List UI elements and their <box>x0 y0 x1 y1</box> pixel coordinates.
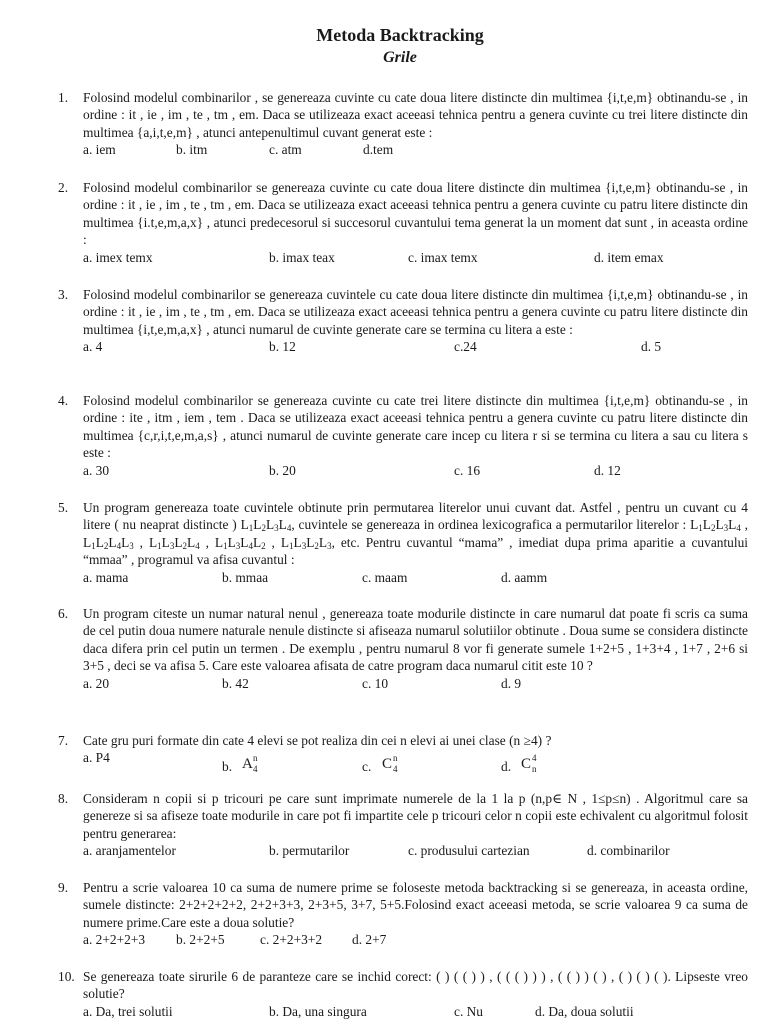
answer-d-label: d. <box>501 759 512 775</box>
answer-a: a. mama <box>83 569 129 585</box>
question-text: Un program citeste un numar natural nenul , genereaza toate modurile distincte in care numarul dat poate fi scris ca suma de cel putin doua numere naturale nenule distincte si afiseaza numarul solutiilor obtinute . Doua sume se considera distincte daca difera prin cel putin un termen . De exemplu , pentru numarul 8 vor fi generate sumele 1+2+5 , 1+3+4 , 1+7 , 2+6 si 3+5 , deci se va afisa 5. Care este valoarea afisata de catre program daca numarul citit este 10 ? <box>83 606 748 674</box>
permutation-index: 3 <box>723 523 729 534</box>
permutation-index: 1 <box>289 540 294 551</box>
question-text: Folosind modelul combinarilor se genereaza cuvintele cu cate doua litere distincte din multimea {i,t,e,m} obtinandu-se , in ordine : it , ie , im , te , tm , em. Daca se utilizeaza exact aceeasi tehnica pentru a genera cuvinte cu patru litere distincte din multimea {i,t,e,m,a,x} , atunci numarul de cuvinte generate care se termina cu litera a este : <box>83 287 748 337</box>
question-text: Folosind modelul combinarilor , se genereaza cuvinte cu cate doua litere distincte din multimea {i,t,e,m} obtinandu-se , in ordine : it , ie , im , te , tm , em. Daca se utilizeaza exact aceeasi tehnica pentru a genera cuvinte cu trei litere distincte din multimea {a,i,t,e,m} , atunci antepenultimul cuvant generat este : <box>83 90 748 140</box>
answer-options <box>83 1003 748 1020</box>
answer-c: c. 10 <box>362 675 389 691</box>
answer-a: a. Da, trei solutii <box>83 1003 173 1019</box>
question-text: Cate gru puri formate din cate 4 elevi se pot realiza din cei n elevi ai unei clase (n ≥4) ? <box>83 733 552 748</box>
answer-a: a. 4 <box>83 339 103 355</box>
formula-superscript: n <box>253 753 258 764</box>
answer-d: d. 2+7 <box>352 932 387 948</box>
answer-d <box>501 749 542 775</box>
page-subtitle: Grile <box>383 49 417 66</box>
question-number: 9. <box>58 880 69 895</box>
answer-c: c. atm <box>269 142 302 158</box>
question-text: Se genereaza toate sirurile 6 de paranteze care se inchid corect: ( ) ( ( ) ) , ( ( ( ) ) ) , ( ( ) ) ( ) , ( ) ( ) ( ). Lipseste vreo solutie? <box>83 969 748 1002</box>
permutation-index: 4 <box>195 540 200 551</box>
formula-subscript: 4 <box>253 764 258 775</box>
answer-options <box>83 249 748 266</box>
answer-d: d. aamm <box>501 569 548 585</box>
question-number: 8. <box>58 791 69 806</box>
question-text: Folosind modelul combinarilor se genereaza cuvinte cu cate doua litere distincte din multimea {i,t,e,m} obtinandu-se , in ordine : it , ie , im , te , tm , em. Daca se utilizeaza exact aceeasi tehnica pentru a genera cuvinte cu patru litere distincte din multimea {i.t,e,m,a,x} , atunci predecesorul si succesorul cuvantului tema generat la un moment dat sunt , in aceasta ordine : <box>83 180 748 248</box>
question-number: 10. <box>58 969 75 984</box>
answer-d: d. 12 <box>594 462 621 478</box>
question-number: 3. <box>58 287 69 302</box>
answer-c-label: c. <box>362 759 372 775</box>
answer-c <box>362 749 403 775</box>
answer-a: a. 30 <box>83 462 110 478</box>
answer-a: a. 2+2+2+3 <box>83 932 146 948</box>
formula-subscript: n <box>532 764 537 775</box>
formula-symbol: A <box>242 756 254 773</box>
answer-c: c. maam <box>362 569 408 585</box>
question-7 <box>58 732 748 775</box>
answer-d: d. Da, doua solutii <box>535 1003 634 1019</box>
answer-d: d.tem <box>363 142 394 158</box>
permutation-index: 1 <box>157 540 162 551</box>
permutation-index: 1 <box>223 540 228 551</box>
answer-b: b. permutarilor <box>269 843 350 859</box>
answer-c: c. imax temx <box>408 249 478 265</box>
formula-superscript: 4 <box>532 753 537 764</box>
answer-a: a. iem <box>83 142 116 158</box>
question-text: Folosind modelul combinarilor se genereaza cuvinte cu cate trei litere distincte din multimea {i,t,e,m} obtinandu-se , in ordine : ite , itm , iem , tem . Daca se utilizeaza exact aceeasi tehnica pentru a genera cuvinte cu patru litere distincte din multimea {c,r,i,t,e,m,a,s} , atunci numarul de cuvinte generate care incep cu litera r si se termina cu litera a sau cu litera s este : <box>83 393 748 461</box>
question-text-part: , cuvintele se genereaza in ordinea lexicografica a permutarilor literelor : <box>291 517 687 533</box>
answer-options <box>83 462 748 479</box>
answer-b: b. 42 <box>222 675 249 691</box>
formula-subscript: 4 <box>392 764 398 775</box>
question-10 <box>58 968 748 1020</box>
question-number: 2. <box>58 180 69 195</box>
question-text-part: Un program genereaza toate cuvintele obtinute prin permutarea literelor unui cuvant dat. Astfel , pentru un cuvant cu 4 litere ( nu neaprat distincte ) <box>83 500 748 533</box>
question-5 <box>58 499 748 586</box>
question-1 <box>58 89 748 158</box>
answer-b: b. 12 <box>269 339 296 355</box>
answer-c: c. 16 <box>454 462 481 478</box>
arrangements-formula <box>241 753 269 775</box>
question-6 <box>58 605 748 692</box>
question-text-part: , etc. Pentru cuvantul “mama” , imediat dupa prima aparitie a cuvantului “mmaa” , programul va afisa cuvantul : <box>83 534 749 568</box>
permutation-index: 2 <box>103 540 109 551</box>
answer-b: b. Da, una singura <box>269 1003 367 1019</box>
answer-d: d. combinarilor <box>587 843 670 859</box>
permutation-index: 2 <box>261 523 266 534</box>
permutation-index: 2 <box>314 540 319 551</box>
permutation-index: 1 <box>248 523 254 534</box>
question-9 <box>58 879 748 948</box>
answer-c: c. Nu <box>454 1003 484 1019</box>
answer-options <box>83 842 748 859</box>
answer-options <box>83 569 748 586</box>
question-number: 4. <box>58 393 69 408</box>
answer-b-label: b. <box>222 759 233 775</box>
answer-d: d. 5 <box>641 339 662 355</box>
permutation-index: 3 <box>235 540 241 551</box>
question-number: 5. <box>58 500 69 515</box>
permutation-index: 2 <box>182 540 187 551</box>
answer-a: a. 20 <box>83 675 110 691</box>
answer-c: c.24 <box>454 339 477 355</box>
permutation-index: 3 <box>274 523 279 534</box>
answer-a: a. P4 <box>83 750 110 766</box>
answer-b <box>222 749 263 775</box>
permutation-index: 4 <box>116 540 122 551</box>
question-3 <box>58 286 748 355</box>
question-text: Un program genereaza toate cuvintele obtinute prin permutarea literelor unui cuvant dat. Astfel , pentru un cuvant cu 4 litere ( nu neaprat distincte ) $L_1L_2L_3L_4$, cuvintele se genereaza in ordinea lexicografica a permutarilor literelor : $L_1L_2L_3L_4$ , $L_1L_2L_4L_3$ , $L_1L_3L_2L_4$ , $L_1L_3L_4L_2$ , $L_1L_3L_2L_3$, etc. Pentru cuvantul “mama” , imediat dupa prima aparitie a cuvantului “mmaa” , programul va afisa cuvantul : <box>83 500 749 568</box>
permutation-label: $L_1L_2L_3L_4$ <box>240 517 292 534</box>
permutation-index: 4 <box>736 523 741 534</box>
permutation-index: 1 <box>698 523 703 534</box>
answer-b: b. 20 <box>269 462 296 478</box>
answer-options <box>83 931 748 948</box>
permutation-label: $L_1L_3L_2L_3$ <box>280 534 332 551</box>
question-8 <box>58 790 748 859</box>
answer-b: b. imax teax <box>269 249 335 265</box>
question-2 <box>58 179 748 266</box>
answer-options <box>83 675 748 692</box>
permutation-index: 4 <box>248 540 253 551</box>
answer-c: c. 2+2+3+2 <box>260 932 323 948</box>
permutation-label: $L_1L_3L_4L_2$ <box>214 534 266 551</box>
answer-a: a. imex temx <box>83 249 153 265</box>
permutation-index: 3 <box>129 540 134 551</box>
question-text: Pentru a scrie valoarea 10 ca suma de numere prime se foloseste metoda backtracking si se genereaza, in aceasta ordine, sumele distincte: 2+2+2+2+2, 2+2+3+3, 2+3+5, 3+7, 5+5.Folosind exact aceeasi metoda, se scrie valoarea 9 ca suma de numere prime.Care este a doua solutie? <box>83 880 748 930</box>
formula-superscript: n <box>392 753 398 764</box>
answer-d: d. 9 <box>501 675 522 691</box>
question-number: 7. <box>58 733 69 748</box>
permutation-label: $L_1L_3L_2L_4$ <box>148 534 200 551</box>
permutation-index: 3 <box>169 540 175 551</box>
answer-options <box>83 749 748 775</box>
permutation-index: 2 <box>710 523 716 534</box>
answer-b: b. 2+2+5 <box>176 932 225 948</box>
answer-a: a. aranjamentelor <box>83 843 176 859</box>
answer-c: c. produsului cartezian <box>408 843 530 859</box>
question-number: 6. <box>58 606 69 621</box>
combinations-formula <box>381 753 409 775</box>
answer-d: d. item emax <box>594 249 664 265</box>
permutation-index: 2 <box>261 540 266 551</box>
page-title: Metoda Backtracking <box>316 25 484 45</box>
answer-options <box>83 338 748 355</box>
permutation-index: 4 <box>286 523 292 534</box>
answer-options <box>83 141 748 158</box>
formula-symbol: C <box>381 756 392 773</box>
permutation-label: $L_1L_2L_3L_4$ <box>690 517 741 534</box>
combinations-formula <box>520 753 548 775</box>
permutation-index: 1 <box>91 540 96 551</box>
answer-b: b. itm <box>176 142 208 158</box>
question-text: Consideram n copii si p tricouri pe care sunt imprimate numerele de la 1 la p (n,p∈ N , 1≤p≤n) . Algoritmul care sa genereze si sa afiseze toate modurile in care pot fi impartite cele p tricouri celor n copii este echivalent cu algoritmul folosit pentru generarea: <box>83 791 748 841</box>
question-number: 1. <box>58 90 69 105</box>
answer-b: b. mmaa <box>222 569 269 585</box>
permutation-index: 3 <box>301 540 307 551</box>
formula-symbol: C <box>521 756 532 773</box>
permutation-label: $L_1L_2L_4L_3$ <box>83 534 134 551</box>
permutation-index: 3 <box>327 540 332 551</box>
question-4 <box>58 392 748 479</box>
